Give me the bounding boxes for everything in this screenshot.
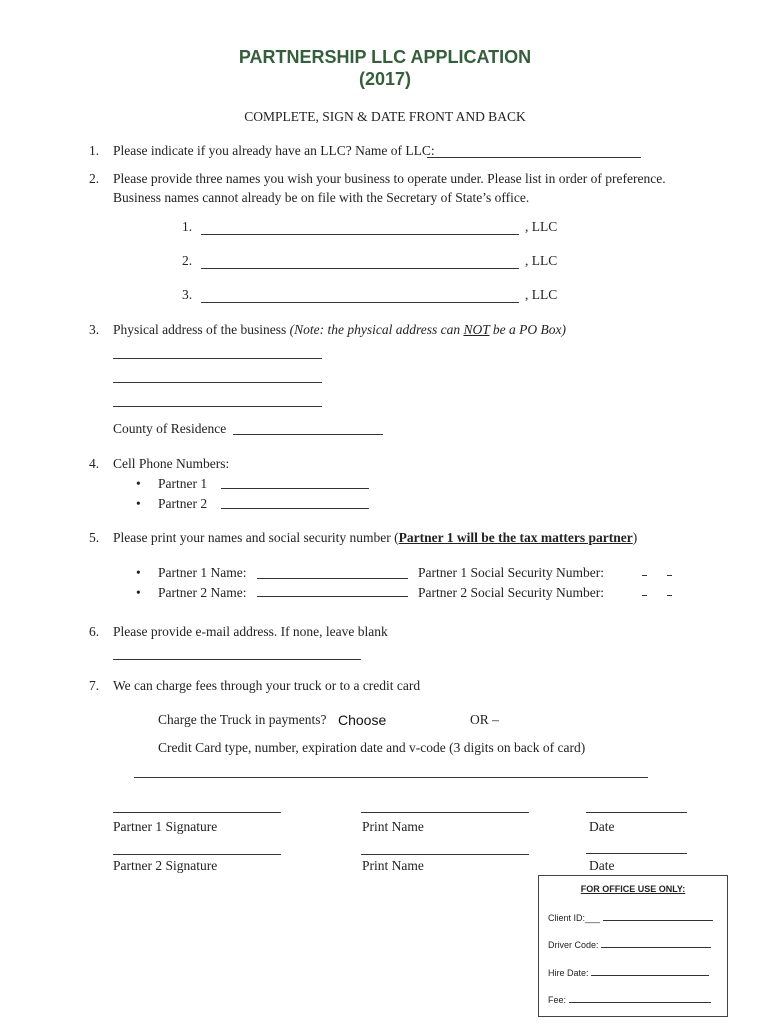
business-name-2-suffix: , LLC bbox=[525, 253, 558, 268]
driver-code-row bbox=[548, 938, 711, 950]
county-label: County of Residence bbox=[113, 421, 227, 436]
partner1-signature-field[interactable] bbox=[113, 796, 281, 813]
address-line-3-field[interactable] bbox=[113, 390, 322, 407]
q5-text: Please print your names and social security number ( bbox=[113, 530, 399, 545]
q2-text-line2: Business names cannot already be on file with the Secretary of State’s office. bbox=[113, 190, 530, 205]
partner2-signature-field[interactable] bbox=[113, 838, 281, 855]
partner1-ssn-label: Partner 1 Social Security Number: bbox=[418, 565, 604, 580]
q1-text: Please indicate if you already have an LLC? Name of LLC: bbox=[113, 143, 435, 158]
tax-matters-note: Partner 1 will be the tax matters partner bbox=[398, 530, 633, 545]
q7-text: We can charge fees through your truck or to a credit card bbox=[113, 678, 421, 693]
partner1-date-field[interactable] bbox=[586, 796, 687, 813]
business-name-2-field[interactable] bbox=[201, 252, 519, 269]
q7-number: 7. bbox=[89, 678, 100, 693]
partner2-print-name-label: Print Name bbox=[362, 858, 424, 873]
fee-row bbox=[548, 993, 711, 1005]
credit-card-label: Credit Card type, number, expiration date and v-code (3 digits on back of card) bbox=[158, 740, 586, 755]
hire-date-row bbox=[548, 966, 709, 978]
partner2-signature-label: Partner 2 Signature bbox=[113, 858, 218, 873]
client-id-field[interactable] bbox=[603, 911, 713, 921]
partner1-name-field[interactable] bbox=[257, 562, 408, 579]
address-line-1-field[interactable] bbox=[113, 342, 322, 359]
q2-text-line1: Please provide three names you wish your business to operate under. Please list in order of preference. bbox=[113, 171, 666, 186]
business-name-3-number: 3. bbox=[182, 287, 193, 302]
fee-label: Fee: bbox=[548, 995, 567, 1005]
q5-question bbox=[113, 530, 637, 546]
fee-field[interactable] bbox=[569, 993, 711, 1003]
llc-name-field[interactable] bbox=[427, 141, 641, 158]
phone-partner2-field[interactable] bbox=[221, 492, 369, 509]
partner2-name-label: • Partner 2 Name: bbox=[158, 585, 246, 601]
q3-text: Physical address of the business bbox=[113, 322, 287, 337]
county-field[interactable] bbox=[233, 418, 383, 435]
charge-truck-select[interactable]: Choose bbox=[338, 712, 387, 728]
form-title: PARTNERSHIP LLC APPLICATION bbox=[238, 47, 532, 67]
q6-number: 6. bbox=[89, 624, 100, 639]
q1-number: 1. bbox=[89, 143, 100, 158]
phone-partner1-field[interactable] bbox=[221, 472, 369, 489]
business-name-3-field[interactable] bbox=[201, 286, 519, 303]
address-line-2-field[interactable] bbox=[113, 366, 322, 383]
partner2-ssn-label: Partner 2 Social Security Number: bbox=[418, 585, 604, 600]
business-name-3-suffix: , LLC bbox=[525, 287, 558, 302]
partner2-date-field[interactable] bbox=[586, 837, 687, 854]
office-use-heading: FOR OFFICE USE ONLY: bbox=[580, 884, 686, 894]
partner1-signature-label: Partner 1 Signature bbox=[113, 819, 218, 834]
hire-date-field[interactable] bbox=[591, 966, 709, 976]
partner1-ssn-field-a[interactable] bbox=[642, 575, 647, 576]
q6-text: Please provide e-mail address. If none, leave blank bbox=[113, 624, 388, 639]
q4-text: Cell Phone Numbers: bbox=[113, 456, 230, 471]
partner2-name-field[interactable] bbox=[257, 580, 408, 597]
partner1-date-label: Date bbox=[589, 819, 615, 834]
hire-date-label: Hire Date: bbox=[548, 968, 589, 978]
office-use-box bbox=[538, 875, 728, 1017]
or-text: OR – bbox=[470, 712, 499, 727]
form-year: (2017) bbox=[358, 69, 412, 89]
business-name-2-number: 2. bbox=[182, 253, 193, 268]
q3-number: 3. bbox=[89, 322, 100, 337]
credit-card-field[interactable] bbox=[134, 761, 648, 778]
form-subtitle: COMPLETE, SIGN & DATE FRONT AND BACK bbox=[244, 109, 526, 124]
business-name-1-number: 1. bbox=[182, 219, 193, 234]
client-id-row bbox=[548, 911, 713, 923]
charge-truck-label: Charge the Truck in payments? bbox=[158, 712, 327, 727]
business-name-1-suffix: , LLC bbox=[525, 219, 558, 234]
partner2-ssn-field-a[interactable] bbox=[642, 595, 647, 596]
q5-number: 5. bbox=[89, 530, 100, 545]
partner1-print-name-label: Print Name bbox=[362, 819, 424, 834]
client-id-label: Client ID:___ bbox=[548, 913, 601, 923]
q2-number: 2. bbox=[89, 171, 100, 186]
email-field[interactable] bbox=[113, 643, 361, 660]
phone-partner2-label: • Partner 2 bbox=[158, 496, 207, 512]
q3-question bbox=[113, 322, 566, 338]
partner1-ssn-field-b[interactable] bbox=[667, 575, 672, 576]
phone-partner1-label: • Partner 1 bbox=[158, 476, 207, 492]
partner2-date-label: Date bbox=[589, 858, 615, 873]
partner1-print-name-field[interactable] bbox=[361, 796, 529, 813]
partner2-print-name-field[interactable] bbox=[361, 838, 529, 855]
driver-code-field[interactable] bbox=[601, 938, 711, 948]
q3-note: (Note: the physical address can NOT be a PO Box) bbox=[289, 322, 566, 337]
business-name-1-field[interactable] bbox=[201, 218, 519, 235]
q4-number: 4. bbox=[89, 456, 100, 471]
q5-close: ) bbox=[632, 530, 638, 545]
driver-code-label: Driver Code: bbox=[548, 940, 599, 950]
partner2-ssn-field-b[interactable] bbox=[667, 595, 672, 596]
partner1-name-label: • Partner 1 Name: bbox=[158, 565, 246, 581]
